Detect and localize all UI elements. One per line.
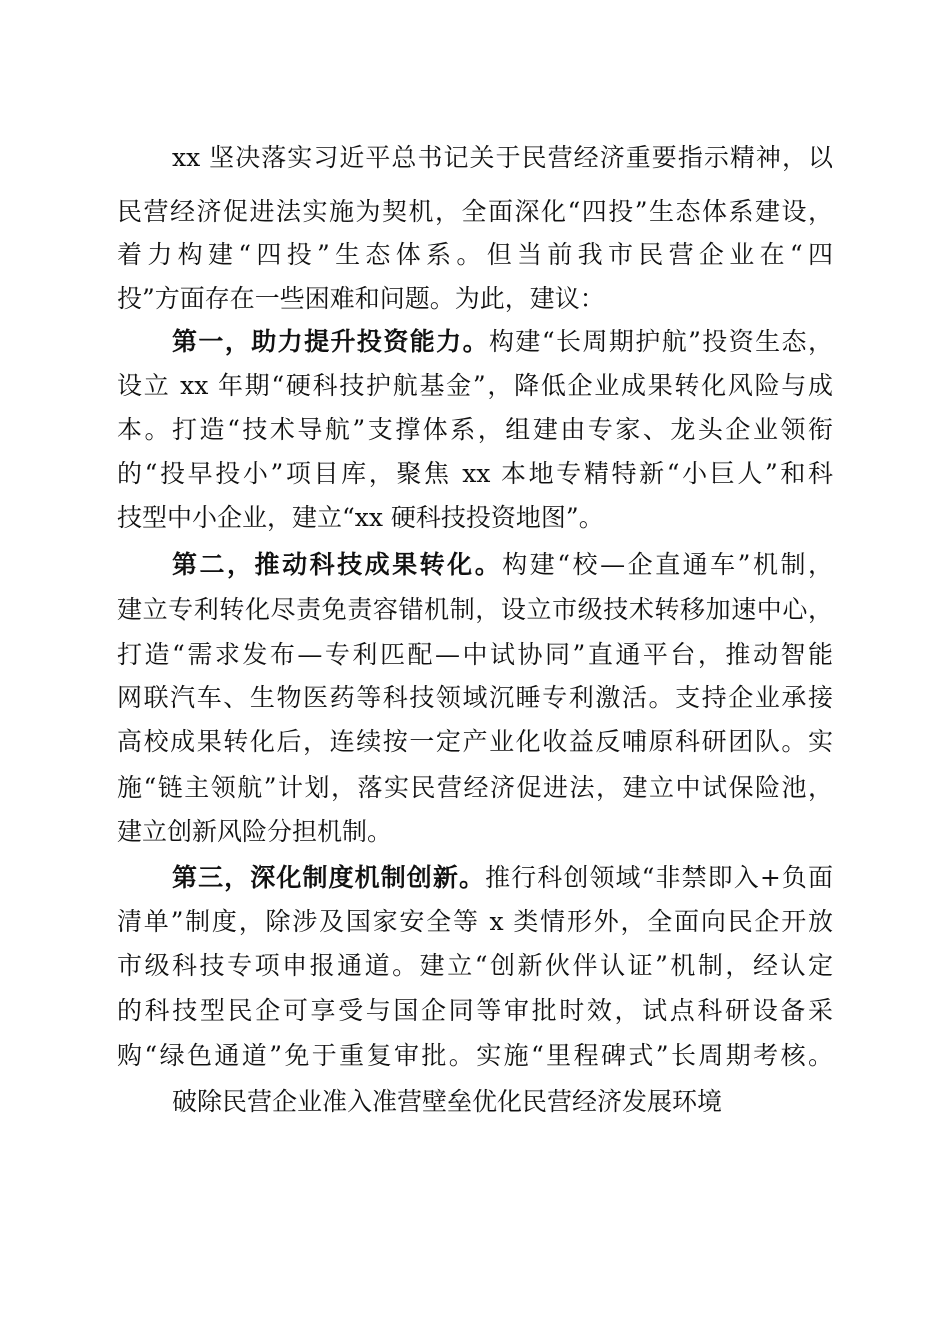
text-line: 高校成果转化后，连续按一定产业化收益反哺原科研团队。实 — [117, 727, 833, 756]
paragraph-lead-heading: 第三，深化制度机制创新。 — [172, 863, 486, 892]
text-line: 本。打造“技术导航”支撑体系，组建由专家、龙头企业领衔 — [117, 415, 833, 444]
text-line: 建立创新风险分担机制。 — [117, 817, 393, 846]
text-span: 推行科创领域“非禁即入+负面 — [485, 863, 833, 892]
paragraph-lead-heading: 第一，助力提升投资能力。 — [172, 327, 489, 356]
text-line: 清单”制度，除涉及国家安全等 x 类情形外，全面向民企开放 — [117, 907, 833, 936]
text-line: 购“绿色通道”免于重复审批。实施“里程碑式”长周期考核。 — [117, 1041, 833, 1070]
text-line — [117, 543, 833, 587]
text-line — [117, 856, 833, 900]
text-line: 技型中小企业，建立“xx 硬科技投资地图”。 — [117, 503, 604, 532]
text-line: 破除民营企业准入准营壁垒优化民营经济发展环境 — [172, 1087, 723, 1116]
text-line: 投”方面存在一些困难和问题。为此，建议： — [117, 284, 605, 313]
text-line: 的“投早投小”项目库，聚焦 xx 本地专精特新“小巨人”和科 — [117, 459, 833, 488]
text-line: 网联汽车、生物医药等科技领域沉睡专利激活。支持企业承接 — [117, 683, 833, 712]
text-line: 施“链主领航”计划，落实民营经济促进法，建立中试保险池， — [117, 773, 833, 802]
text-line: 的科技型民企可享受与国企同等审批时效，试点科研设备采 — [117, 996, 833, 1025]
text-span: 构建“长周期护航”投资生态， — [489, 327, 833, 356]
text-line — [117, 320, 833, 364]
text-line: 民营经济促进法实施为契机，全面深化“四投”生态体系建设， — [117, 197, 833, 226]
text-line: 建立专利转化尽责免责容错机制，设立市级技术转移加速中心， — [117, 595, 833, 624]
text-line: 设立 xx 年期“硬科技护航基金”，降低企业成果转化风险与成 — [117, 371, 833, 400]
text-line: 打造“需求发布—专利匹配—中试协同”直通平台，推动智能 — [117, 640, 833, 669]
text-line: 着力构建“四投”生态体系。但当前我市民营企业在“四 — [117, 240, 833, 269]
text-line: xx 坚决落实习近平总书记关于民营经济重要指示精神，以 — [172, 143, 833, 172]
text-span: 构建“校—企直通车”机制， — [502, 550, 833, 579]
text-line: 市级科技专项申报通道。建立“创新伙伴认证”机制，经认定 — [117, 951, 833, 980]
paragraph-lead-heading: 第二，推动科技成果转化。 — [172, 550, 503, 579]
